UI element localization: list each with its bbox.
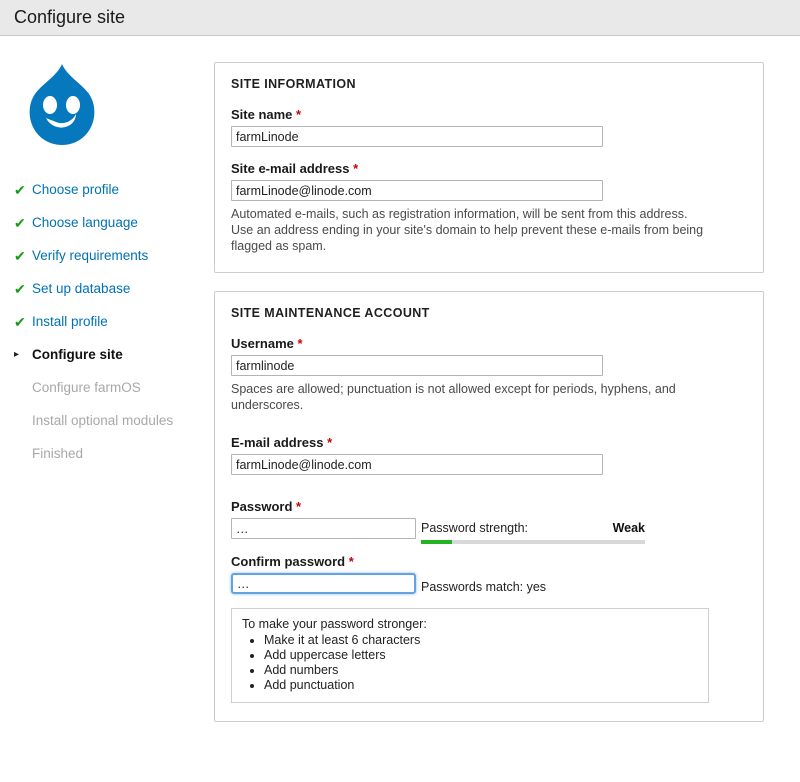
site-information-fieldset — [214, 62, 764, 273]
site-email-input[interactable] — [231, 180, 603, 201]
task-label: Configure farmOS — [32, 380, 141, 395]
password-strength-value: Weak — [612, 521, 645, 535]
required-marker: * — [297, 336, 303, 351]
confirm-password-input[interactable] — [231, 573, 416, 594]
password-label-text: Password — [231, 499, 293, 514]
task-label: Choose profile — [32, 182, 120, 197]
password-strength-label: Password strength: — [421, 521, 528, 535]
site-name-form-item — [231, 107, 747, 147]
list-item: • Make it at least 6 characters — [264, 633, 698, 648]
installer-form — [214, 62, 800, 740]
task-choose-profile — [14, 182, 214, 215]
confirm-password-label-text: Confirm password — [231, 554, 346, 569]
list-item: • Add punctuation — [264, 678, 698, 693]
task-install-optional-modules — [14, 413, 214, 446]
task-label: Configure site — [32, 347, 123, 362]
account-email-form-item — [231, 435, 747, 475]
password-suggestions-list — [242, 633, 698, 693]
password-suggestions-heading: To make your password stronger: — [242, 617, 427, 631]
site-email-form-item — [231, 161, 747, 254]
site-maintenance-legend: SITE MAINTENANCE ACCOUNT — [231, 306, 430, 320]
task-choose-language — [14, 215, 214, 248]
site-email-label-text: Site e-mail address — [231, 161, 350, 176]
password-strength-bar — [421, 540, 645, 544]
username-form-item — [231, 336, 747, 413]
username-label — [231, 336, 747, 351]
site-name-input[interactable] — [231, 126, 603, 147]
site-information-legend: SITE INFORMATION — [231, 77, 356, 91]
password-strength-fill — [421, 540, 452, 544]
page-layout — [0, 36, 800, 740]
password-input[interactable] — [231, 518, 416, 539]
password-label — [231, 499, 421, 514]
account-email-label-text: E-mail address — [231, 435, 324, 450]
task-set-up-database — [14, 281, 214, 314]
check-icon: ✔ — [14, 314, 26, 330]
task-label: Choose language — [32, 215, 138, 230]
task-label: Install optional modules — [32, 413, 174, 428]
task-install-profile — [14, 314, 214, 347]
site-name-label-text: Site name — [231, 107, 293, 122]
username-input[interactable] — [231, 355, 603, 376]
list-item: • Add numbers — [264, 663, 698, 678]
username-label-text: Username — [231, 336, 294, 351]
confirm-password-label — [231, 554, 421, 569]
password-suggestions — [231, 608, 709, 703]
password-strength-block — [421, 499, 747, 544]
required-marker: * — [348, 554, 354, 569]
task-configure-site — [14, 347, 214, 380]
page-title: Configure site — [14, 7, 126, 27]
task-verify-requirements — [14, 248, 214, 281]
task-label: Verify requirements — [32, 248, 149, 263]
required-marker: * — [353, 161, 359, 176]
site-maintenance-account-fieldset — [214, 291, 764, 722]
drupal-logo — [16, 62, 108, 154]
account-email-input[interactable] — [231, 454, 603, 475]
check-icon: ✔ — [14, 248, 26, 264]
site-email-description: Automated e-mails, such as registration information, will be sent from this address. Use an address ending in your site's domain to help prevent these e-mails from being flagged as spam. — [231, 207, 704, 253]
password-strength-line — [421, 521, 645, 535]
account-email-label — [231, 435, 747, 450]
password-form-item — [231, 499, 421, 539]
install-task-list — [14, 182, 214, 479]
site-email-label — [231, 161, 747, 176]
check-icon: ✔ — [14, 182, 26, 198]
passwords-match-text: Passwords match: yes — [421, 580, 547, 594]
confirm-password-form-item — [231, 554, 421, 594]
list-item: • Add uppercase letters — [264, 648, 698, 663]
check-icon: ✔ — [14, 215, 26, 231]
page-header — [0, 0, 800, 36]
password-row — [231, 499, 747, 544]
triangle-right-icon: ▸ — [14, 349, 20, 360]
task-configure-farmos — [14, 380, 214, 413]
check-icon: ✔ — [14, 281, 26, 297]
installer-sidebar — [0, 62, 214, 740]
confirm-password-row — [231, 554, 747, 594]
username-description: Spaces are allowed; punctuation is not allowed except for periods, hyphens, and underscores. — [231, 382, 676, 412]
site-name-label — [231, 107, 747, 122]
required-marker: * — [327, 435, 333, 450]
task-label: Finished — [32, 446, 84, 461]
task-label: Set up database — [32, 281, 131, 296]
required-marker: * — [296, 499, 302, 514]
task-label: Install profile — [32, 314, 108, 329]
required-marker: * — [296, 107, 302, 122]
task-finished — [14, 446, 214, 479]
